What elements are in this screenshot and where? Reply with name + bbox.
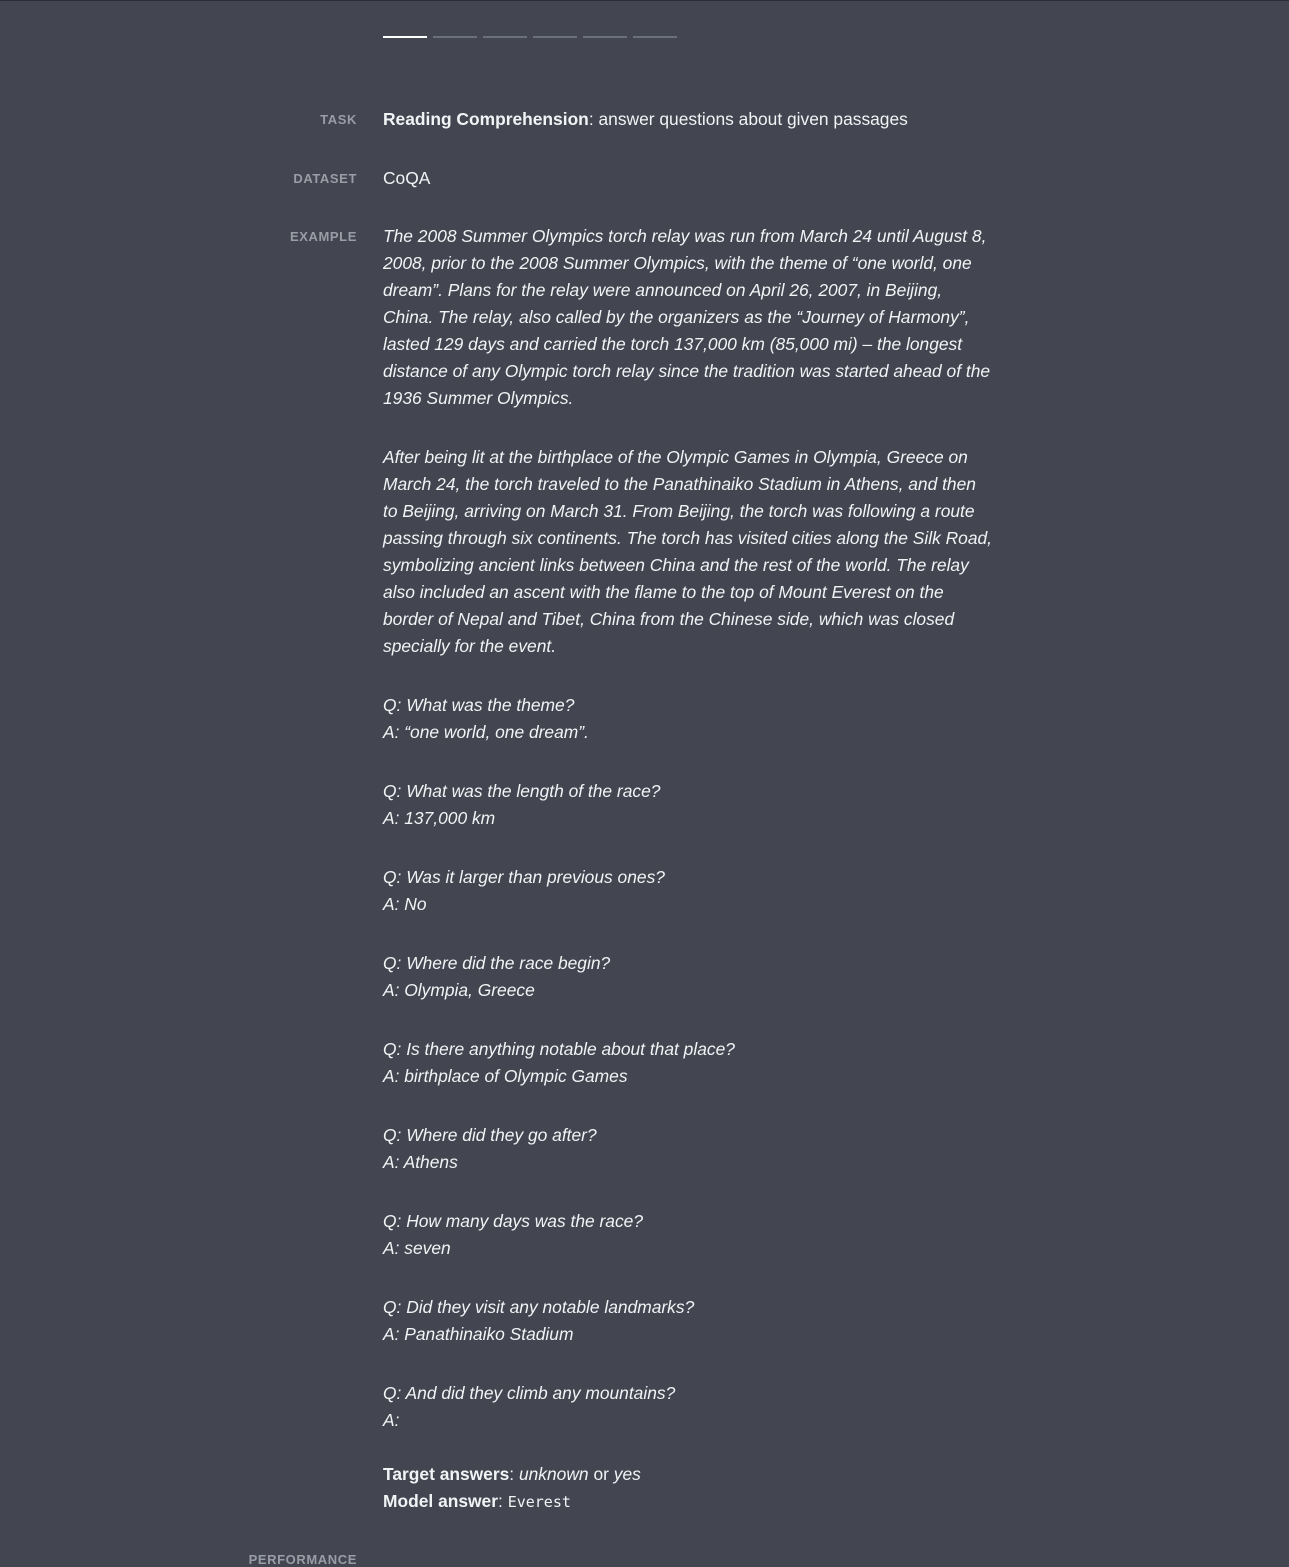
example-label: EXAMPLE: [289, 229, 357, 244]
task-label: TASK: [320, 112, 357, 127]
qa-pair: [383, 692, 993, 746]
question: Q: Was it larger than previous ones?: [383, 867, 665, 887]
passage-paragraph: After being lit at the birthplace of the Olympic Games in Olympia, Greece on March 24, the torch traveled to the Panathinaiko Stadium in Athens, and then to Beijing, arriving on March 31. From Beijing, the torch was following a route passing through six continents. The torch has visited cities along the Silk Road, symbolizing ancient links between China and the rest of the world. The relay also included an ascent with the flame to the top of Mount Everest on the border of Nepal and Tibet, China from the Chinese side, which was closed specially for the event.: [383, 447, 993, 656]
question: Q: And did they climb any mountains?: [383, 1383, 676, 1403]
answers-block: [383, 1461, 641, 1516]
or-word: or: [593, 1464, 609, 1484]
qa-pair: [383, 864, 993, 918]
model-answer-value: Everest: [507, 1493, 571, 1511]
qa-pair: [383, 1380, 993, 1434]
progress-segment[interactable]: [583, 36, 627, 38]
answer: A: “one world, one dream”.: [383, 722, 589, 742]
dataset-value: CoQA: [383, 168, 431, 188]
qa-pair: [383, 1122, 993, 1176]
target-answers: Target answers: unknown or yes: [383, 1464, 641, 1484]
performance-label: PERFORMANCE: [248, 1552, 357, 1567]
question: Q: What was the length of the race?: [383, 781, 661, 801]
answer: A: Panathinaiko Stadium: [383, 1324, 574, 1344]
progress-segment[interactable]: [533, 36, 577, 38]
question: Q: How many days was the race?: [383, 1211, 644, 1231]
task-value: [383, 106, 993, 133]
progress-segment[interactable]: [383, 36, 427, 38]
passage-paragraph: The 2008 Summer Olympics torch relay was run from March 24 until August 8, 2008, prior to the 2008 Summer Olympics, with the theme of “one world, one dream”. Plans for the relay were announced on April 26, 2007, in Beijing, China. The relay, also called by the organizers as the “Journey of Harmony”, lasted 129 days and carried the torch 137,000 km (85,000 mi) – the longest distance of any Olympic torch relay since the tradition was started ahead of the 1936 Summer Olympics.: [383, 226, 991, 408]
qa-pair: [383, 1294, 993, 1348]
qa-pair: [383, 950, 993, 1004]
progress-segment[interactable]: [483, 36, 527, 38]
qa-pair: [383, 778, 993, 832]
answer: A: Olympia, Greece: [383, 980, 535, 1000]
answer: A:: [383, 1410, 400, 1430]
model-answer: Model answer: Everest: [383, 1491, 571, 1511]
qa-pair: [383, 1208, 993, 1262]
answer: A: 137,000 km: [383, 808, 496, 828]
answer: A: No: [383, 894, 427, 914]
question: Q: Did they visit any notable landmarks?: [383, 1297, 695, 1317]
answer: A: seven: [383, 1238, 451, 1258]
model-answer-label: Model answer: [383, 1491, 499, 1511]
progress-indicator: [383, 36, 677, 38]
progress-segment[interactable]: [633, 36, 677, 38]
qa-pair: [383, 1036, 993, 1090]
question: Q: Where did the race begin?: [383, 953, 611, 973]
question: Q: Is there anything notable about that place?: [383, 1039, 735, 1059]
target-answer: yes: [613, 1464, 641, 1484]
question: Q: What was the theme?: [383, 695, 575, 715]
task-description: : answer questions about given passages: [588, 109, 908, 129]
target-answers-label: Target answers: [383, 1464, 510, 1484]
example-body: [383, 223, 993, 1434]
progress-segment[interactable]: [433, 36, 477, 38]
dataset-label: DATASET: [293, 171, 357, 186]
answer: A: Athens: [383, 1152, 458, 1172]
answer: A: birthplace of Olympic Games: [383, 1066, 628, 1086]
target-answer: unknown: [518, 1464, 589, 1484]
task-name: Reading Comprehension: [383, 109, 589, 129]
question: Q: Where did they go after?: [383, 1125, 597, 1145]
